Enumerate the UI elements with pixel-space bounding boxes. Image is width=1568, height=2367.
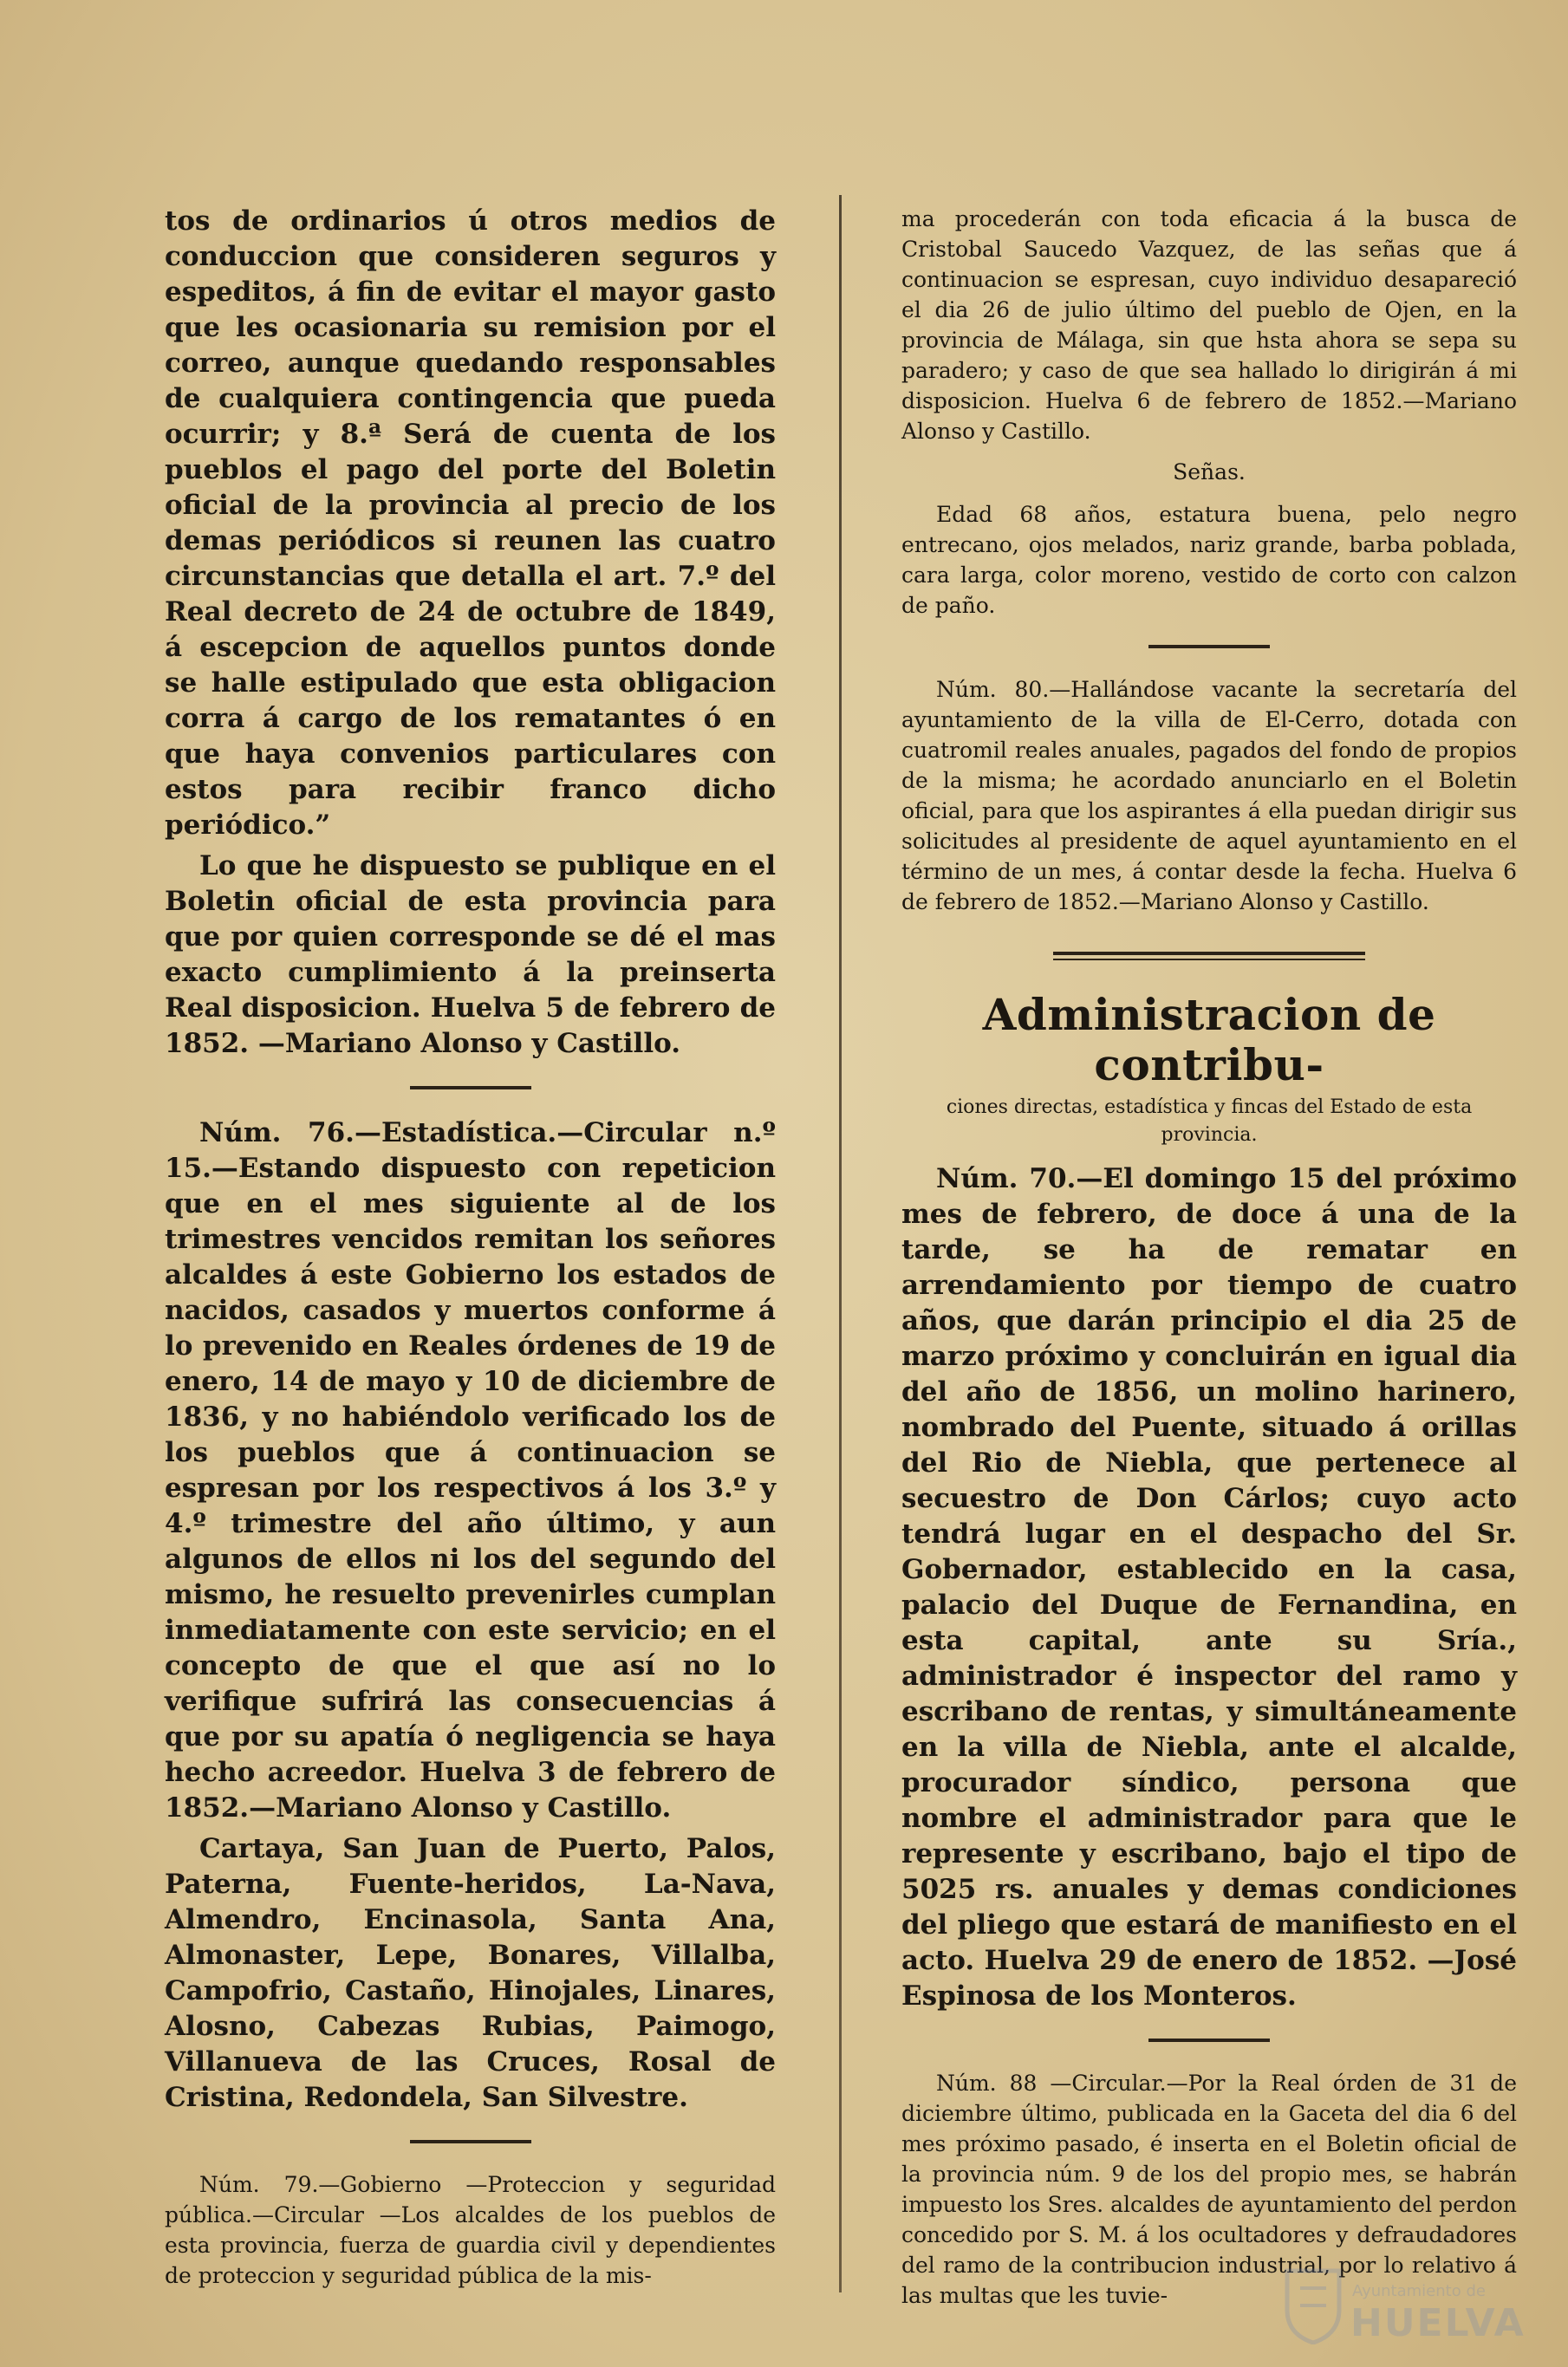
column-divider — [839, 195, 842, 2292]
watermark-name: HUELVA — [1350, 2301, 1526, 2345]
left-column — [165, 204, 776, 2291]
shield-icon — [1283, 2266, 1344, 2344]
circular-79-continuation: ma procederán con toda eficacia á la busca de Cristobal Saucedo Vazquez, de las señas que á continuacion se espresan, cuyo individuo desapareció el dia 26 de julio último del pueblo de Ojen, en la provincia de Málaga, sin que hsta ahora se sepa su paradero; y caso de que sea hallado lo dirigirán á mi disposicion. Huelva 6 de febrero de 1852.—Mariano Alonso y Castillo. — [901, 206, 1517, 444]
right-column — [901, 204, 1517, 2311]
section-separator — [410, 1086, 531, 1089]
notice-80: Núm. 80.—Hallándose vacante la secretaría del ayuntamiento de la villa de El-Cerro, dotada con cuatromil reales anuales, pagados del fondo de propios de la misma; he acordado anunciarlo en el Boletin oficial, para que los aspirantes á ella puedan dirigir sus solicitudes al presidente de aquel ayuntamiento en el término de un mes, á contar desde la fecha. Huelva 6 de febrero de 1852.—Mariano Alonso y Castillo. — [901, 677, 1517, 914]
section-subheading: ciones directas, estadística y fincas del Estado de esta provincia. — [946, 1096, 1473, 1146]
section-separator — [1148, 645, 1270, 648]
section-double-rule — [1053, 952, 1365, 960]
continuation-paragraph: tos de ordinarios ú otros medios de conduccion que consideren seguros y espeditos, á fin de evitar el mayor gasto que les ocasionaria su remision por el correo, aunque quedando responsables de cualquiera contingencia que pueda ocurrir; y 8.ª Será de cuenta de los pueblos el pago del porte del Boletin oficial de la provincia al precio de los demas periódicos si reunen las cuatro circunstancias que detalla el art. 7.º del Real decreto de 24 de octubre de 1849, á escepcion de aquellos puntos donde se halle estipulado que esta obligacion corra á cargo de los rematantes ó en que haya convenios particulares con estos para recibir franco dicho periódico.” — [165, 205, 776, 841]
notice-70: Núm. 70.—El domingo 15 del próximo mes de febrero, de doce á una de la tarde, se ha de rematar en arrendamiento por tiempo de cuatro años, que darán principio el dia 25 de marzo próximo y concluirán en igual dia del año de 1856, un molino harinero, nombrado del Puente, situado á orillas del Rio de Niebla, que pertenece al secuestro de Don Cárlos; cuyo acto tendrá lugar en el despacho del Sr. Gobernador, establecido en la casa, palacio del Duque de Fernandina, en esta capital, ante su Sría., administrador é inspector del ramo y escribano de rentas, y simultáneamente en la villa de Niebla, ante el alcalde, procurador síndico, persona que nombre el administrador para que le represente y escribano, bajo el tipo de 5025 rs. anuales y demas condiciones del pliego que estará de manifiesto en el acto. Huelva 29 de enero de 1852. —José Espinosa de los Monteros. — [901, 1163, 1517, 2012]
publication-order-paragraph: Lo que he dispuesto se publique en el Boletin oficial de esta provincia para que por quien corresponde se dé el mas exacto cumplimiento á la preinserta Real disposicion. Huelva 5 de febrero de 1852. —Mariano Alonso y Castillo. — [165, 850, 776, 1059]
senas-description: Edad 68 años, estatura buena, pelo negro entrecano, ojos melados, nariz grande, barba poblada, cara larga, color moreno, vestido de corto con calzon de paño. — [901, 502, 1517, 618]
senas-label: Señas. — [1173, 459, 1246, 484]
watermark-caption: Ayuntamiento de — [1352, 2282, 1486, 2300]
section-separator — [410, 2140, 531, 2143]
circular-88: Núm. 88 —Circular.—Por la Real órden de 31 de diciembre último, publicada en la Gaceta del dia 6 del mes próximo pasado, é inserta en el Boletin oficial de la provincia núm. 9 de los del propio mes, se habrán impuesto los Sres. alcaldes de ayuntamiento del perdon concedido por S. M. á los ocultadores y defraudadores del ramo de la contribucion industrial, por lo relativo á las multas que les tuvie- — [901, 2071, 1517, 2308]
section-heading: Administracion de contribu- — [982, 989, 1436, 1090]
section-separator — [1148, 2039, 1270, 2042]
circular-76: Núm. 76.—Estadística.—Circular n.º 15.—Estando dispuesto con repeticion que en el mes siguiente al de los trimestres vencidos remitan los señores alcaldes á este Gobierno los estados de nacidos, casados y muertos conforme á lo prevenido en Reales órdenes de 19 de enero, 14 de mayo y 10 de diciembre de 1836, y no habiéndolo verificado los de los pueblos que á continuacion se espresan por los respectivos á los 3.º y 4.º trimestre del año último, y aun algunos de ellos ni los del segundo del mismo, he resuelto prevenirles cumplan inmediatamente con este servicio; en el concepto de que el que así no lo verifique sufrirá las consecuencias á que por su apatía ó negligencia se haya hecho acreedor. Huelva 3 de febrero de 1852.—Mariano Alonso y Castillo. — [165, 1117, 776, 1824]
towns-list: Cartaya, San Juan de Puerto, Palos, Paterna, Fuente-heridos, La-Nava, Almendro, Encinasola, Santa Ana, Almonaster, Lepe, Bonares, Villalba, Campofrio, Castaño, Hinojales, Linares, Alosno, Cabezas Rubias, Paimogo, Villanueva de las Cruces, Rosal de Cristina, Redondela, San Silvestre. — [165, 1833, 776, 2113]
huelva-watermark — [1283, 2266, 1552, 2353]
circular-79: Núm. 79.—Gobierno —Proteccion y seguridad pública.—Circular —Los alcaldes de los pueblos de esta provincia, fuerza de guardia civil y dependientes de proteccion y seguridad pública de la mis- — [165, 2172, 776, 2288]
